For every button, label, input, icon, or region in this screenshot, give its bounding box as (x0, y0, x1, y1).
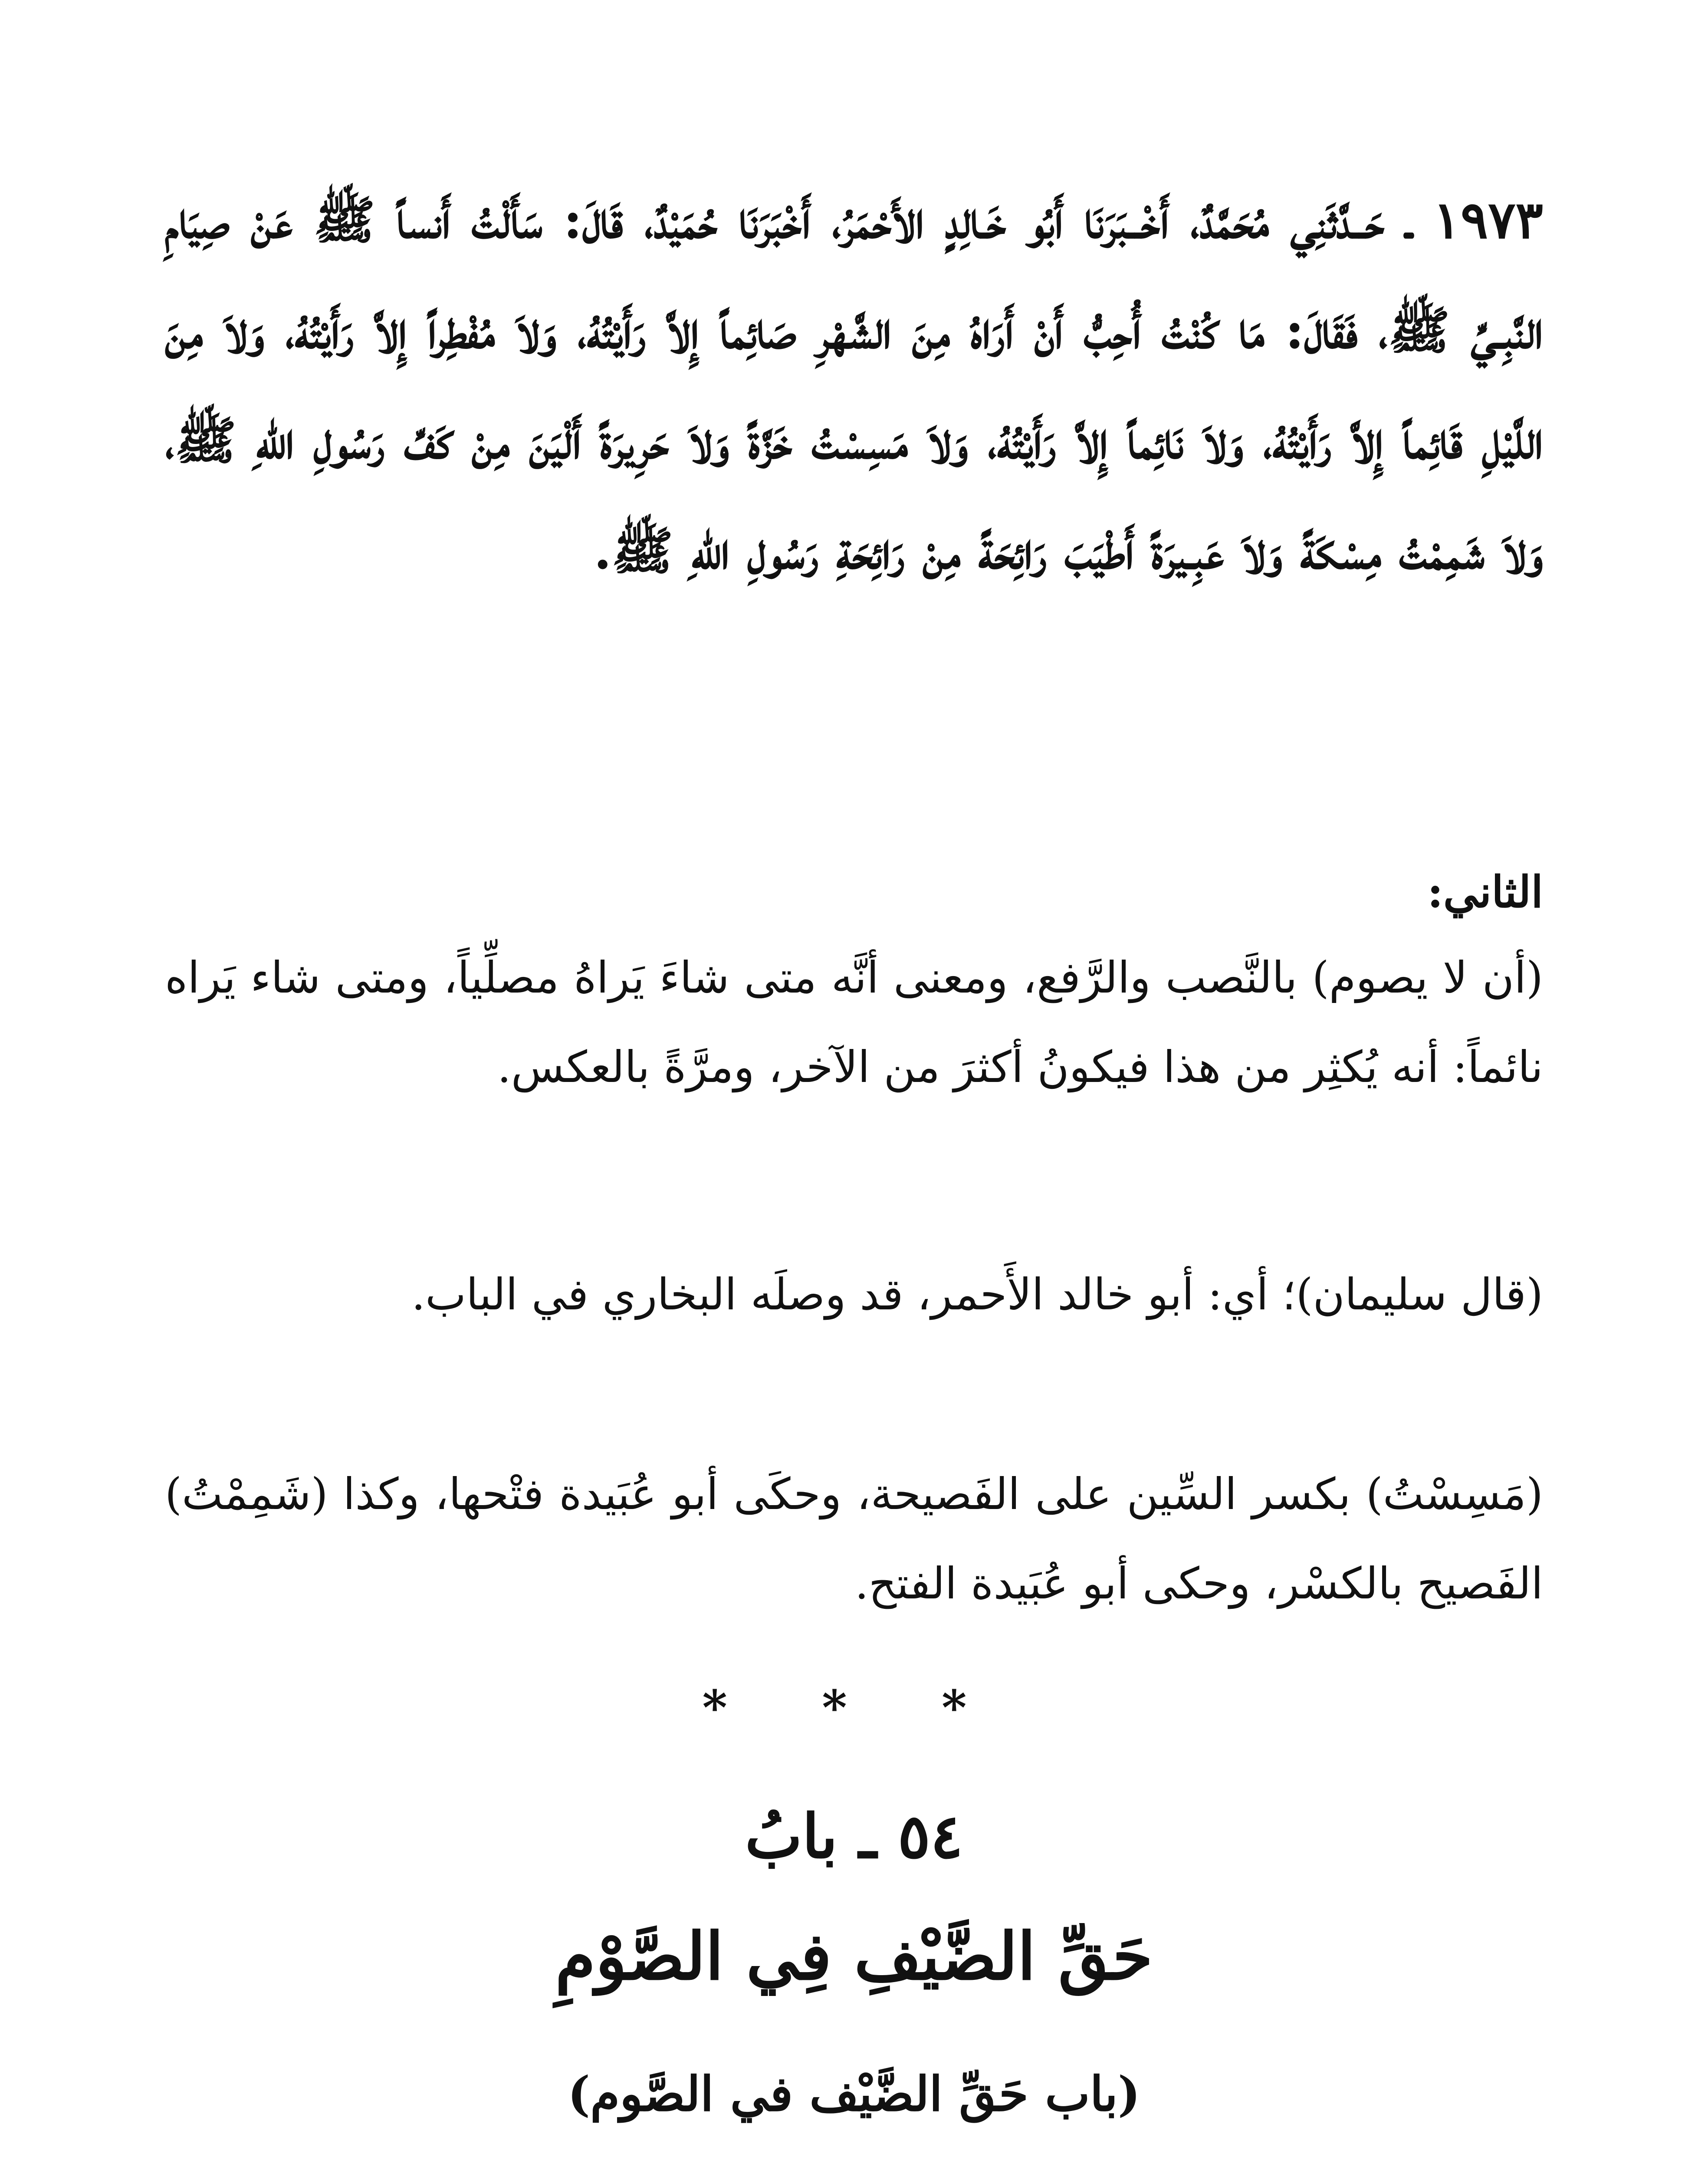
chapter-subtitle: (باب حَقِّ الضَّيْف في الصَّوم) (568, 2066, 1140, 2122)
commentary-paragraph-1: (أن لا يصوم) بالنَّصب والرَّفع، ومعنى أنَّه متى شاءَ يَراهُ مصلِّياً، ومتى شاء يَراه نائماً: أنه يُكثِر من هذا فيكونُ أكثرَ من الآخر، ومرَّةً بالعكس. (165, 952, 1543, 1092)
section-separator: * * * (702, 1680, 1006, 1736)
commentary-paragraph-3: (مَسِسْتُ) بكسر السِّين على الفَصيحة، وحكَى أبو عُبَيدة فتْحها، وكذا (شَمِمْتُ) الفَصيح بالكسْر، وحكى أبو عُبَيدة الفتح. (165, 1469, 1543, 1609)
chapter-number: ٥٤ ـ بابُ (745, 1801, 963, 1872)
commentary-label: الثاني: (1427, 866, 1543, 917)
chapter-title: حَقِّ الضَّيْفِ فِي الصَّوْمِ (555, 1918, 1153, 1995)
hadith-1974-text (165, 2157, 1543, 2170)
hadith-1973-text: ١٩٧٣ ـ حَــدَّثَنِي مُحَمَّدٌ، أَخْــبَرَنَا أَبُو خَـالِدٍ الأَحْمَرُ، أَخْبَرَنَا حُمَيْدٌ، قَالَ: سَأَلْتُ أَنساً ﷺ عَنْ صِيَامِ النَّبِـيِّ ﷺ، فَقَالَ: مَا كُنْتُ أُحِبُّ أَنْ أَرَاهُ مِنَ الشَّهْرِ صَائِماً إِلاَّ رَأَيْتُهُ، وَلاَ مُفْطِراً إِلاَّ رَأَيْتُهُ، وَلاَ مِنَ اللَّيْلِ قَائِماً إِلاَّ رَأَيْتُهُ، وَلاَ نَائِماً إِلاَّ رَأَيْتُهُ، وَلاَ مَسِسْتُ خَزَّةً وَلاَ حَرِيرَةً أَلْيَنَ مِنْ كَفِّ رَسُولِ اللهِ ﷺ، وَلاَ شَمِمْتُ مِسْكَةً وَلاَ عَبِـيرَةً أَطْيَبَ رَائِحَةً مِنْ رَائِحَةِ رَسُولِ اللهِ ﷺ. (165, 190, 1543, 581)
commentary-paragraph-2: (قال سليمان)؛ أي: أبو خالد الأَحمر، قد وصلَه البخاري في الباب. (411, 1269, 1543, 1320)
